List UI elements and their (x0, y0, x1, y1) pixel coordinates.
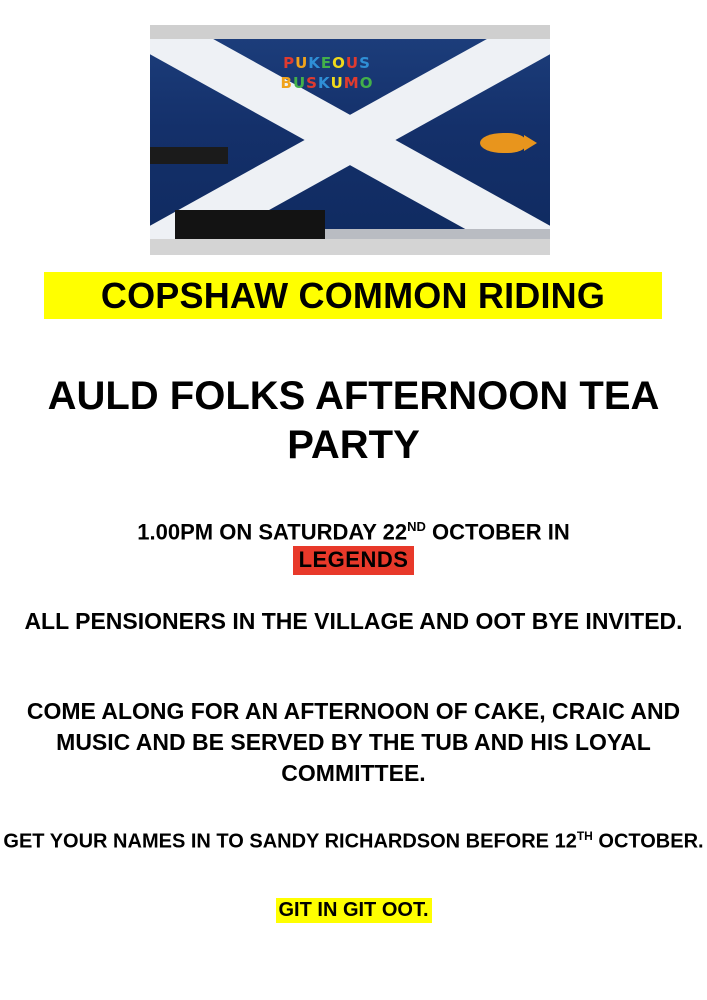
rsvp-suffix: OCTOBER. (592, 830, 704, 853)
banner-letter: O (359, 74, 374, 92)
banner-letter: U (292, 74, 307, 92)
photo-top-edge (150, 25, 550, 39)
banner-letter: K (317, 74, 331, 92)
flag-photo (150, 25, 550, 255)
photo-dark-bar (150, 147, 228, 164)
banner-letter: E (320, 54, 333, 72)
rsvp-text (0, 822, 707, 856)
banner-letter: U (295, 54, 309, 72)
banner-letters (242, 53, 412, 93)
page-title: AULD FOLKS AFTERNOON TEA PARTY (47, 374, 660, 467)
fish-icon (480, 133, 526, 153)
closing-text: GIT IN GIT OOT. (276, 898, 432, 923)
banner-letter: K (308, 54, 321, 72)
banner-letter: U (345, 54, 360, 72)
invitation-text: ALL PENSIONERS IN THE VILLAGE AND OOT BYE INVITED. (24, 608, 683, 634)
banner-letter: B (280, 74, 293, 92)
banner-letter: P (283, 54, 296, 72)
event-datetime-suffix: OCTOBER IN (425, 519, 570, 545)
photo-bottom-edge (150, 239, 550, 255)
event-date-ordinal: ND (407, 519, 426, 534)
banner-letter: O (332, 54, 346, 72)
event-datetime-prefix: 1.00PM ON SATURDAY 22 (137, 519, 408, 545)
banner-letter: M (343, 74, 360, 92)
banner-letter: S (306, 74, 318, 92)
venue-badge: LEGENDS (293, 546, 415, 575)
closing-row (0, 898, 707, 923)
rsvp-ordinal: TH (576, 829, 593, 843)
venue-row (0, 546, 707, 575)
event-title-band (44, 272, 662, 319)
banner-letter: S (359, 54, 371, 72)
event-title: COPSHAW COMMON RIDING (100, 274, 606, 316)
event-datetime (0, 512, 707, 547)
photo-rail (325, 229, 550, 239)
description-text: COME ALONG FOR AN AFTERNOON OF CAKE, CRAIC AND MUSIC AND BE SERVED BY THE TUB AND HIS LOYAL COMMITTEE. (26, 698, 681, 786)
rsvp-prefix: GET YOUR NAMES IN TO SANDY RICHARDSON BEFORE 12 (3, 830, 577, 853)
banner-letter: U (330, 74, 344, 92)
